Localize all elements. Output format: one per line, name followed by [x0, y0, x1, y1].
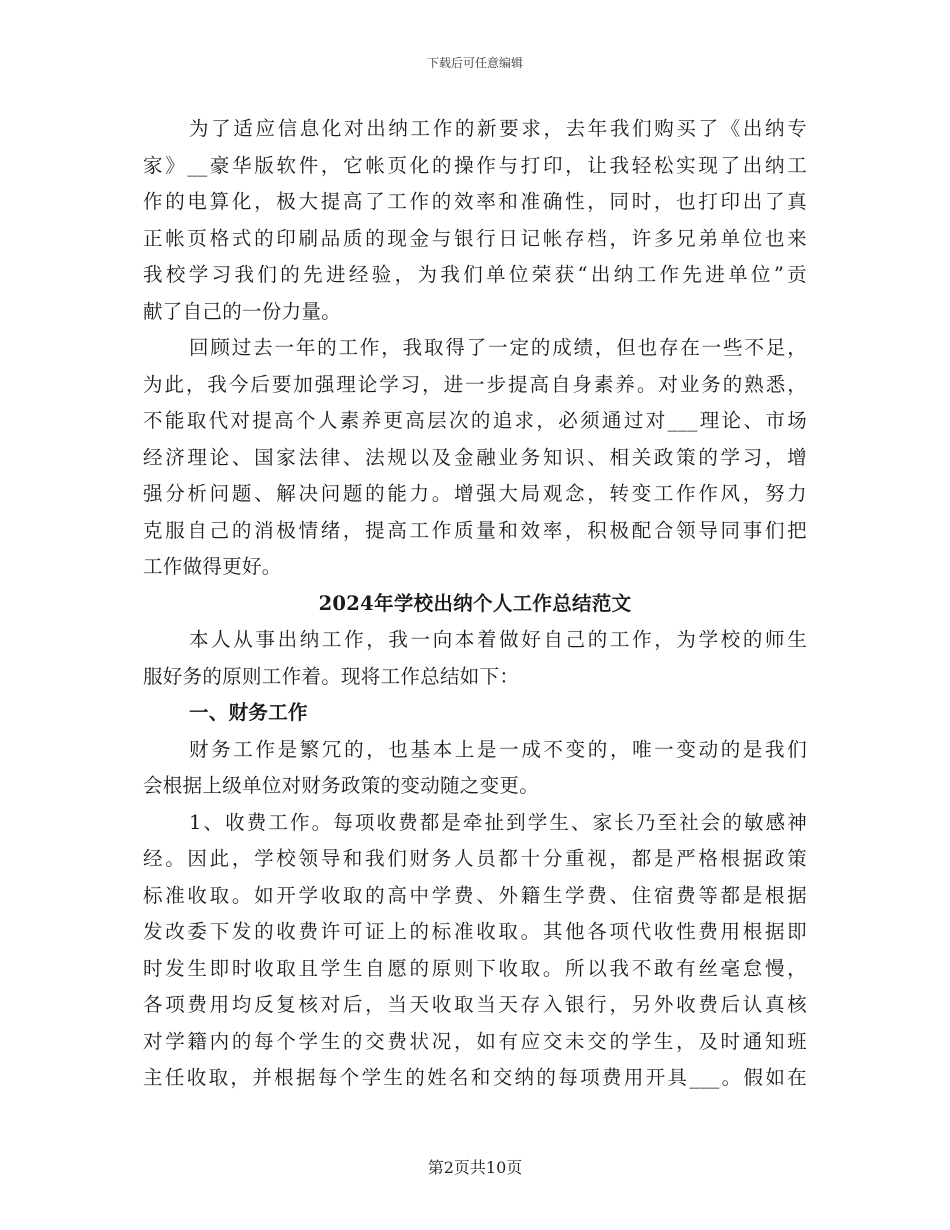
text-line: 强分析问题、解决问题的能力。增强大局观念，转变工作作风，努力 — [143, 482, 807, 505]
section1-paragraph — [143, 732, 807, 805]
document-body — [143, 111, 807, 1097]
text-line: 会根据上级单位对财务政策的变动随之变更。 — [143, 774, 540, 797]
text-line: 经。因此，学校领导和我们财务人员都十分重视，都是严格根据政策 — [143, 847, 807, 870]
text-line: 家》__豪华版软件，它帐页化的操作与打印，让我轻松实现了出纳工 — [143, 153, 807, 177]
page-header-note: 下载后可任意编辑 — [426, 56, 523, 70]
paragraph-1 — [143, 111, 807, 330]
text-line: 经济理论、国家法律、法规以及金融业务知识、相关政策的学习，增 — [143, 445, 807, 469]
text-line: 工作做得更好。 — [143, 555, 282, 578]
text-line: 各项费用均反复核对后，当天收取当天存入银行，另外收费后认真核 — [143, 993, 807, 1016]
text-line: 本人从事出纳工作，我一向本着做好自己的工作，为学校的师生 — [189, 628, 807, 651]
text-line: 我校学习我们的先进经验，为我们单位荣获“出纳工作先进单位”贡 — [143, 263, 807, 286]
text-line: 主任收取，并根据每个学生的姓名和交纳的每项费用开具___。假如在 — [143, 1066, 807, 1089]
page-number: 第2页共10页 — [427, 1158, 523, 1177]
text-line: 回顾过去一年的工作，我取得了一定的成绩，但也存在一些不足， — [189, 336, 807, 359]
text-line: 为此，我今后要加强理论学习，进一步提高自身素养。对业务的熟悉， — [143, 372, 807, 396]
paragraph-2 — [143, 330, 807, 586]
text-line: 对学籍内的每个学生的交费状况，如有应交未交的学生，及时通知班 — [143, 1029, 807, 1053]
section-heading: 一、财务工作 — [189, 701, 308, 724]
text-line: 标准收取。如开学收取的高中学费、外籍生学费、住宿费等都是根据 — [143, 883, 807, 907]
text-line: 财务工作是繁冗的，也基本上是一成不变的，唯一变动的是我们 — [189, 737, 807, 761]
section1-item-1 — [143, 805, 807, 1097]
text-line: 1、收费工作。每项收费都是牵扯到学生、家长乃至社会的敏感神 — [189, 810, 807, 834]
intro-paragraph — [143, 622, 807, 695]
section-title: 2024年学校出纳个人工作总结范文 — [318, 591, 632, 615]
text-line: 作的电算化，极大提高了工作的效率和准确性，同时，也打印出了真 — [143, 190, 807, 213]
text-line: 时发生即时收取且学生自愿的原则下收取。所以我不敢有丝毫怠慢， — [143, 956, 807, 980]
text-line: 为了适应信息化对出纳工作的新要求，去年我们购买了《出纳专 — [189, 117, 807, 140]
text-line: 服好务的原则工作着。现将工作总结如下： — [143, 664, 520, 688]
text-line: 献了自己的一份力量。 — [143, 299, 342, 323]
text-line: 克服自己的消极情绪，提高工作质量和效率，积极配合领导同事们把 — [143, 518, 807, 542]
text-line: 正帐页格式的印刷品质的现金与银行日记帐存档，许多兄弟单位也来 — [143, 226, 807, 250]
text-line: 发改委下发的收费许可证上的标准收取。其他各项代收性费用根据即 — [143, 920, 807, 943]
text-line: 不能取代对提高个人素养更高层次的追求，必须通过对___理论、市场 — [143, 409, 807, 432]
